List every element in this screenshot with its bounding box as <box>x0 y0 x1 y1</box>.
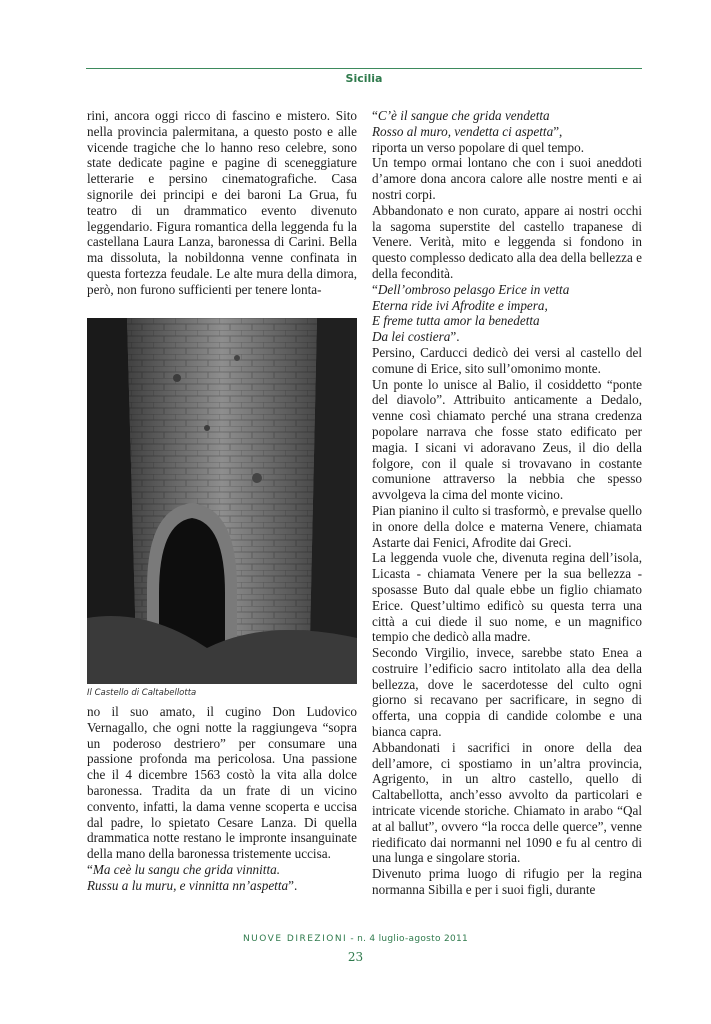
running-head-section: Sicilia <box>345 72 383 85</box>
quote-mark: “ <box>87 861 93 877</box>
paragraph: Secondo Virgilio, invece, sarebbe stato Enea a costruire l’edificio sacro intitolato alla dea della bellezza, dove le sacerdotesse del culto ogni giorno si recavano per sacrificare, in segno di offerta, una coppia di candide colombe e una bianca capra. <box>372 645 642 740</box>
quote-mark: ”. <box>450 329 460 345</box>
page-number: 23 <box>347 950 364 964</box>
issue-info: - n. 4 luglio-agosto 2011 <box>347 934 469 944</box>
verse-text: Eterna ride ivi Afrodite e impera, <box>372 297 548 313</box>
quote-mark: “ <box>372 281 378 297</box>
paragraph: Un ponte lo unisce al Balio, il cosiddetto “ponte del diavolo”. Attribuito anticamente a Dedalo, venne così chiamato perché una strana credenza popolare narrava che fosse stato edificato per magia. I sicani vi adoravano Zeus, il dio della folgore, con il quale si trovavano in costante comunione attraverso la nebbia che spesso avvolgeva la cima del monte vicino. <box>372 376 642 503</box>
magazine-name: NUOVE DIREZIONI <box>242 934 348 944</box>
paragraph: Abbandonato e non curato, appare ai nostri occhi la sagoma superstite del castello trapanese di Venere. Verità, mito e leggenda si fondono in questo complesso dedicato alla dea della bellezza e della fecondità. <box>372 202 642 281</box>
paragraph <box>372 124 642 140</box>
left-column-bottom <box>87 704 357 894</box>
paragraph: Pian pianino il culto si trasformò, e prevalse quello in onore della dolce e materna Venere, chiamata Astarte dai Fenici, Afrodite dai Greci. <box>372 502 642 550</box>
quote-mark: “ <box>372 108 378 123</box>
paragraph: rini, ancora oggi ricco di fascino e mistero. Sito nella provincia palermitana, a questo posto e alle vicende tragiche che lo hanno reso celebre, sono state dedicate pagine e pagine di sceneggiature letterarie e persino cinematografiche. Casa signorile dei principi e dei baroni La Grua, fu teatro di un drammatico evento divenuto leggendario. Figura romantica della leggenda fu la castellana Laura Lanza, baronessa di Carini. Bella ma dissoluta, la nobildonna venne confinata in questa fortezza feudale. Le alte mura della dimora, però, non furono sufficienti per tenere lonta- <box>87 108 357 297</box>
paragraph: La leggenda vuole che, divenuta regina dell’isola, Licasta - chiamata Venere per la sua bellezza - sposasse Buto dal quale ebbe un figlio chiamato Erice. Quest’ultimo edificò su questa terra una città a cui diede il suo nome, e un magnifico tempio che dedicò alla madre. <box>372 550 642 645</box>
paragraph <box>87 878 357 894</box>
castle-photo <box>87 318 357 684</box>
paragraph: riporta un verso popolare di quel tempo. <box>372 139 585 155</box>
paragraph: Divenuto prima luogo di rifugio per la regina normanna Sibilla e per i suoi figli, durante <box>372 866 642 898</box>
verse-text: Rosso al muro, vendetta ci aspetta <box>372 123 554 139</box>
verse-text: E freme tutta amor la benedetta <box>372 313 540 329</box>
verse-text: Russu a lu muru, e vinnitta nn’aspetta <box>87 877 289 893</box>
paragraph <box>372 329 642 345</box>
verse-text: Dell’ombroso pelasgo Erice in vetta <box>377 281 570 297</box>
verse-text: C’è il sangue che grida vendetta <box>377 108 550 123</box>
paragraph <box>372 298 642 314</box>
paragraph: Abbandonati i sacrifici in onore della dea dell’amore, ci spostiamo in un’altra provincia, Agrigento, in un altro castello, quello di Caltabellotta, anch’esso avvolto da particolari e intricate vicende storiche. Chiamato in arabo “Qal at al ballut”, ovvero “la rocca delle querce”, venne riedificato dai normanni nel 1090 e fu al centro di una lunga e singolare storia. <box>372 739 642 866</box>
left-column-top <box>87 108 357 298</box>
paragraph <box>87 862 357 878</box>
header-rule <box>86 68 642 69</box>
paragraph: no il suo amato, il cugino Don Ludovico Vernagallo, che ogni notte la raggiungeva “sopra un poderoso destriero” per consumare una passione profonda ma pericolosa. Una passione che il 4 dicembre 1563 costò la vita alla dolce baronessa. Tradita da un frate di un vicino convento, infatti, la dama venne scoperta e uccisa dal padre, lo spietato Cesare Lanza. Di quella drammatica notte restano le impronte insanguinate della mano della baronessa tristemente uccisa. <box>87 704 357 862</box>
paragraph: Persino, Carducci dedicò dei versi al castello del comune di Erice, sito sull’omonimo monte. <box>372 344 642 376</box>
footer-magazine <box>0 934 711 944</box>
quote-mark: ”, <box>553 123 563 139</box>
verse-text: Ma ceè lu sangu che grida vinnitta. <box>92 861 281 877</box>
right-column <box>372 108 642 898</box>
photo-caption: Il Castello di Caltabellotta <box>87 688 197 698</box>
paragraph <box>372 108 642 124</box>
verse-text: Da lei costiera <box>372 329 451 345</box>
paragraph: Un tempo ormai lontano che con i suoi aneddoti d’amore dona ancora calore alle nostre menti e ai nostri corpi. <box>372 155 642 202</box>
paragraph <box>372 282 642 298</box>
paragraph <box>372 313 642 329</box>
quote-mark: ”. <box>288 877 298 893</box>
